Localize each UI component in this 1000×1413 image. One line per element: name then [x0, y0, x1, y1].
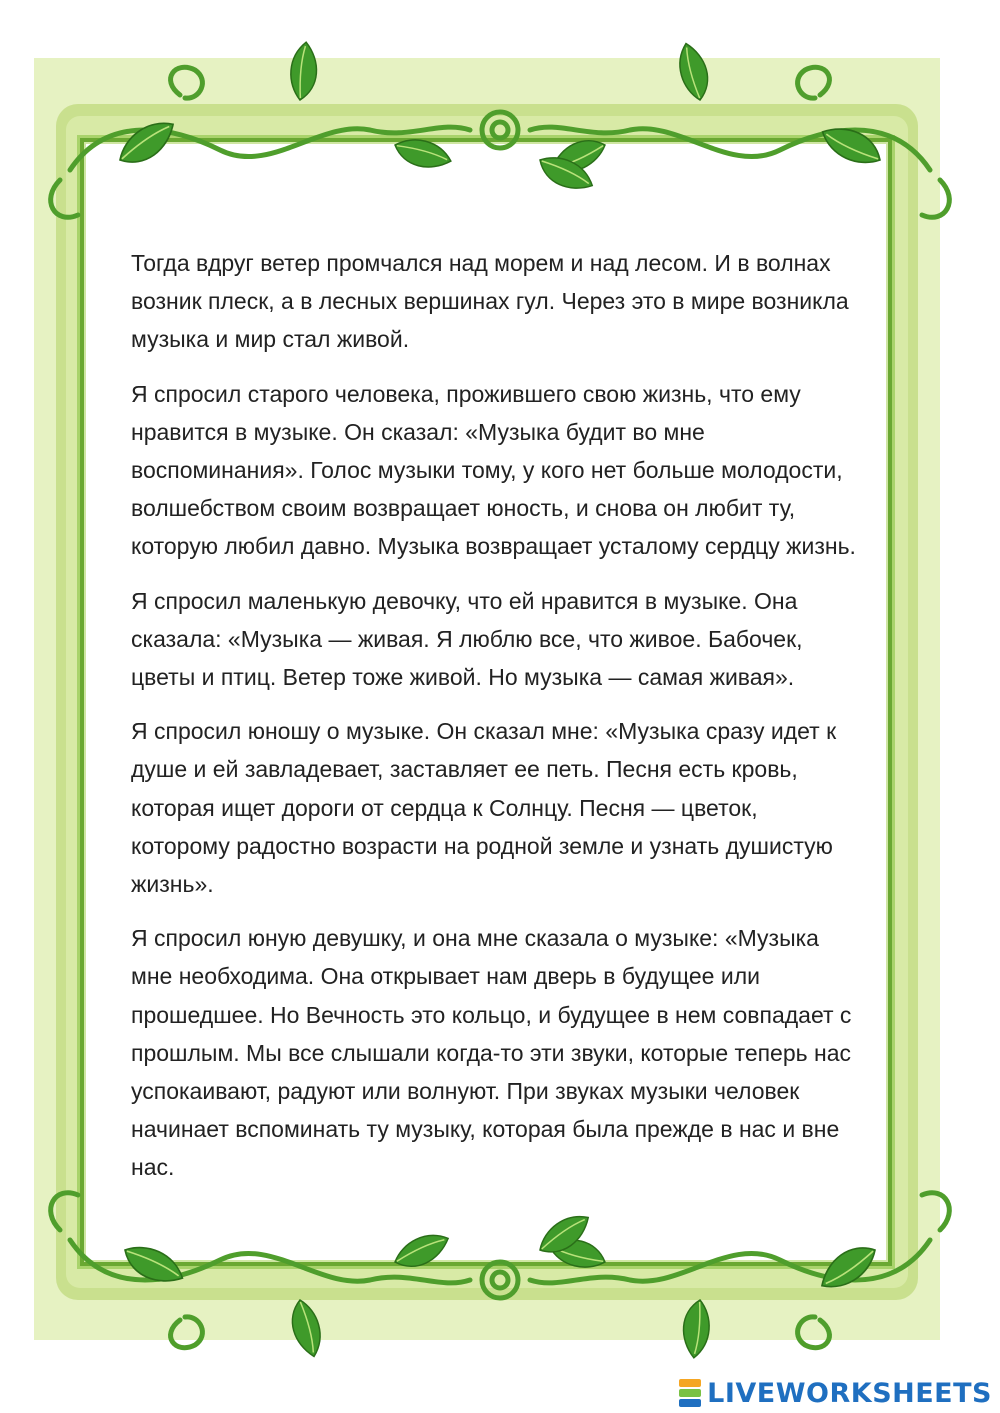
paragraph: Тогда вдруг ветер промчался над морем и над лесом. И в волнах возник плеск, а в лесных вершинах гул. Через это в мире возникла музыка и мир стал живой. [131, 250, 849, 353]
liveworksheets-logo-icon [679, 1379, 701, 1407]
paragraph: Я спросил юную девушку, и она мне сказала о музыке: «Музыка мне необходима. Она открывает нам дверь в будущее или прошедшее. Но Вечность это кольцо, и будущее в нем совпадает с прошлым. Мы все слышали когда-то эти звуки, которые теперь нас успокаивают, радуют или волнуют. При звуках музыки человек начинает вспоминать ту музыку, которая была прежде в нас и вне нас. [131, 925, 852, 1181]
paragraph: Я спросил маленькую девочку, что ей нравится в музыке. Она сказала: «Музыка — живая. Я люблю все, что живое. Бабочек, цветы и птиц. Ветер тоже живой. Но музыка — самая живая». [131, 587, 803, 691]
brand-name: LIVEWORKSHEETS [707, 1377, 992, 1409]
article-text [131, 244, 861, 1203]
paragraph: Я спросил старого человека, прожившего свою жизнь, что ему нравится в музыке. Он сказал: «Музыка будит во мне воспоминания». Голос музыки тому, у кого нет больше молодости, волшебством своим возвращает юность, и снова он любит ту, которую любил давно. Музыка возвращает усталому сердцу жизнь. [131, 380, 856, 560]
liveworksheets-brand[interactable] [679, 1375, 992, 1411]
paragraph: Я спросил юношу о музыке. Он сказал мне: «Музыка сразу идет к душе и ей завладевает, заставляет ее петь. Песня есть кровь, которая ищет дороги от сердца к Солнцу. Песня — цветок, которому радостно возрасти на родной земле и узнать душистую жизнь». [131, 718, 837, 898]
